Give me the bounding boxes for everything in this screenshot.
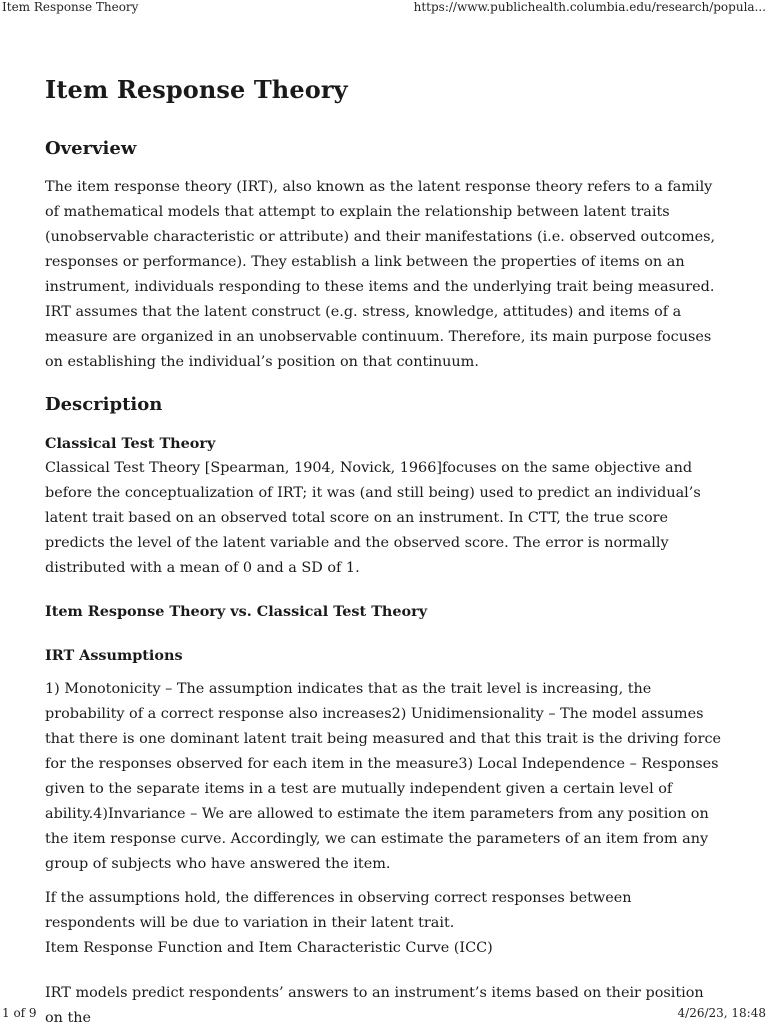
print-datetime: 4/26/23, 18:48 (677, 1006, 766, 1020)
assumptions-paragraph: 1) Monotonicity – The assumption indicates that as the trait level is increasing, the probability of a correct response also increases2) Unidimensionality – The model assumes that there is one dominant latent trait being measured and that this trait is the driving force for the responses observed for each item in the measure3) Local Independence – Responses given to the separate items in a test are mutually independent given a certain level of ability.4)Invariance – We are allowed to estimate the item parameters from any position on the item response curve. Accordingly, we can estimate the parameters of an item from any group of subjects who have answered the item. (45, 681, 722, 872)
print-header (0, 0, 768, 18)
assumptions-hold-paragraph: If the assumptions hold, the differences in observing correct responses between respondents will be due to variation in their latent trait. (45, 890, 632, 931)
irf-icc-line: Item Response Function and Item Characteristic Curve (ICC) (45, 940, 493, 956)
print-header-url[interactable]: https://www.publichealth.columbia.edu/research/popula... (413, 0, 766, 14)
article (45, 74, 725, 1031)
overview-heading: Overview (45, 138, 137, 159)
page-title: Item Response Theory (45, 75, 348, 104)
irt-vs-ctt-heading: Item Response Theory vs. Classical Test Theory (45, 603, 428, 620)
ctt-heading: Classical Test Theory (45, 435, 216, 452)
irt-models-paragraph: IRT models predict respondents’ answers to an instrument’s items based on their position on the (45, 985, 704, 1026)
assumptions-heading: IRT Assumptions (45, 647, 183, 664)
overview-paragraph: The item response theory (IRT), also known as the latent response theory refers to a family of mathematical models that attempt to explain the relationship between latent traits (unobservable characteristic or attribute) and their manifestations (i.e. observed outcomes, responses or performance). They establish a link between the properties of items on an instrument, individuals responding to these items and the underlying trait being measured. IRT assumes that the latent construct (e.g. stress, knowledge, attitudes) and items of a measure are organized in an unobservable continuum. Therefore, its main purpose focuses on establishing the individual’s position on that continuum. (45, 179, 716, 370)
page-number: 1 of 9 (2, 1006, 37, 1020)
print-header-title: Item Response Theory (2, 0, 139, 14)
print-footer (0, 1006, 768, 1024)
ctt-paragraph: Classical Test Theory [Spearman, 1904, Novick, 1966]focuses on the same objective and before the conceptualization of IRT; it was (and still being) used to predict an individual’s latent trait based on an observed total score on an instrument. In CTT, the true score predicts the level of the latent variable and the observed score. The error is normally distributed with a mean of 0 and a SD of 1. (45, 460, 701, 576)
description-heading: Description (45, 394, 163, 415)
